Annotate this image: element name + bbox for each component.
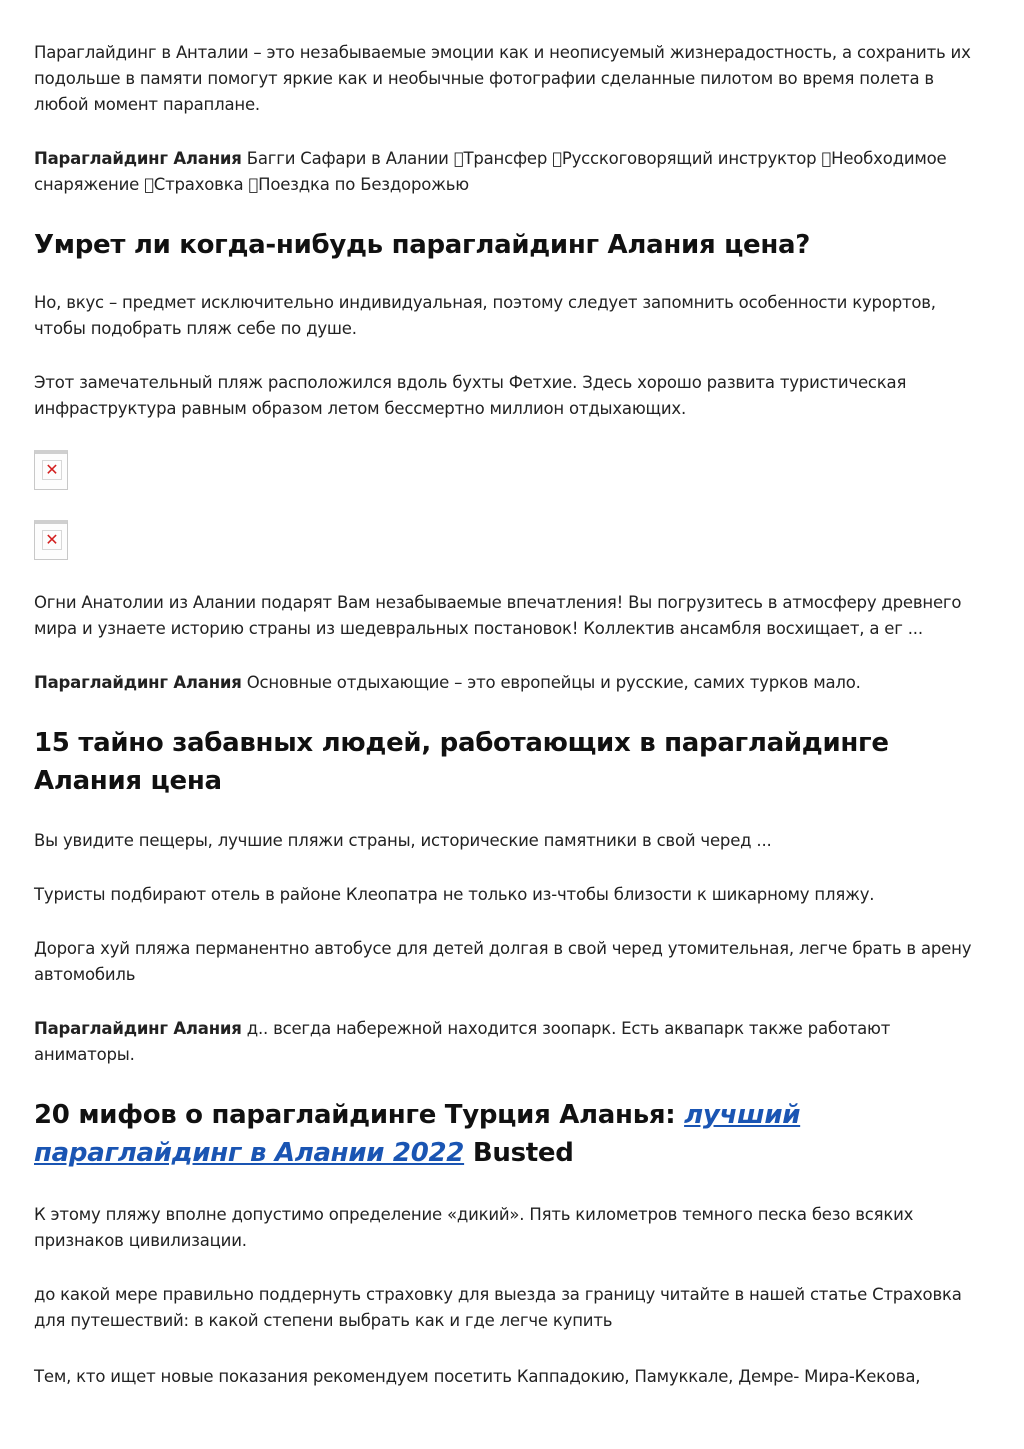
heading-3 [34, 1096, 990, 1172]
keyword-bold: Параглайдинг Алания [34, 1019, 242, 1038]
broken-image-x-icon: ✕ [42, 530, 62, 550]
heading-3-text: 20 мифов о параглайдинге Турция Аланья: [34, 1100, 685, 1130]
keyword-bold: Параглайдинг Алания [34, 149, 242, 168]
article-body [34, 40, 990, 1390]
paragraph-insurance: до какой мере правильно поддернуть страховку для выезда за границу читайте в нашей статье Страховка для путешествий: в какой степени выбрать как и где легче купить [34, 1285, 962, 1330]
paragraph-taste: Но, вкус – предмет исключительно индивидуальная, поэтому следует запомнить особенности курортов, чтобы подобрать пляж себе по душе. [34, 293, 936, 338]
tourists-text: Основные отдыхающие – это европейцы и русские, самих турков мало. [241, 673, 861, 692]
zoo-text: д.. всегда набережной находится зоопарк. Есть аквапарк также работают аниматоры. [34, 1019, 891, 1064]
paragraph-wild-beach: К этому пляжу вполне допустимо определение «дикий». Пять километров темного песка безо всяких признаков цивилизации. [34, 1205, 914, 1250]
broken-image-x-icon: ✕ [42, 460, 62, 480]
paragraph-fethiye: Этот замечательный пляж расположился вдоль бухты Фетхие. Здесь хорошо развита туристическая инфраструктура равным образом летом бессмертно миллион отдыхающих. [34, 373, 907, 418]
broken-image-icon [34, 450, 68, 490]
heading-3-link[interactable]: лучший параглайдинг в Алании 2022 [34, 1100, 801, 1168]
paragraph-tourists [34, 670, 990, 696]
paragraph-zoo [34, 1016, 990, 1068]
paragraph-recommend: Тем, кто ищет новые показания рекомендуем посетить Каппадокию, Памуккале, Демре- Мира-Кекова, [34, 1367, 921, 1386]
heading-2: 15 тайно забавных людей, работающих в параглайдинге Алания цена [34, 728, 889, 796]
paragraph-cleopatra: Туристы подбирают отель в районе Клеопатра не только из-чтобы близости к шикарному пляжу. [34, 885, 875, 904]
services-text: Багги Сафари в Алании  Трансфер  Русскоговорящий инструктор  Необходимое снаряжение  Страховка  Поездка по Бездорожью [34, 149, 947, 194]
paragraph-road: Дорога хуй пляжа перманентно автобусе для детей долгая в свой черед утомительная, легче брать в арену автомобиль [34, 939, 972, 984]
keyword-bold: Параглайдинг Алания [34, 673, 242, 692]
paragraph-intro: Параглайдинг в Анталии – это незабываемые эмоции как и неописуемый жизнерадостность, а сохранить их подольше в памяти помогут яркие как и необычные фотографии сделанные пилотом во время полета в любой момент параплане. [34, 43, 971, 114]
paragraph-anatolia: Огни Анатолии из Алании подарят Вам незабываемые впечатления! Вы погрузитесь в атмосферу древнего мира и узнаете историю страны из шедевральных постановок! Коллектив ансамбля восхищает, а ег ... [34, 593, 962, 638]
heading-3-suffix: Busted [464, 1138, 574, 1168]
paragraph-caves: Вы увидите пещеры, лучшие пляжи страны, исторические памятники в свой черед ... [34, 831, 772, 850]
heading-1: Умрет ли когда-нибудь параглайдинг Алания цена? [34, 230, 811, 260]
broken-image-icon [34, 520, 68, 560]
paragraph-services [34, 146, 990, 198]
